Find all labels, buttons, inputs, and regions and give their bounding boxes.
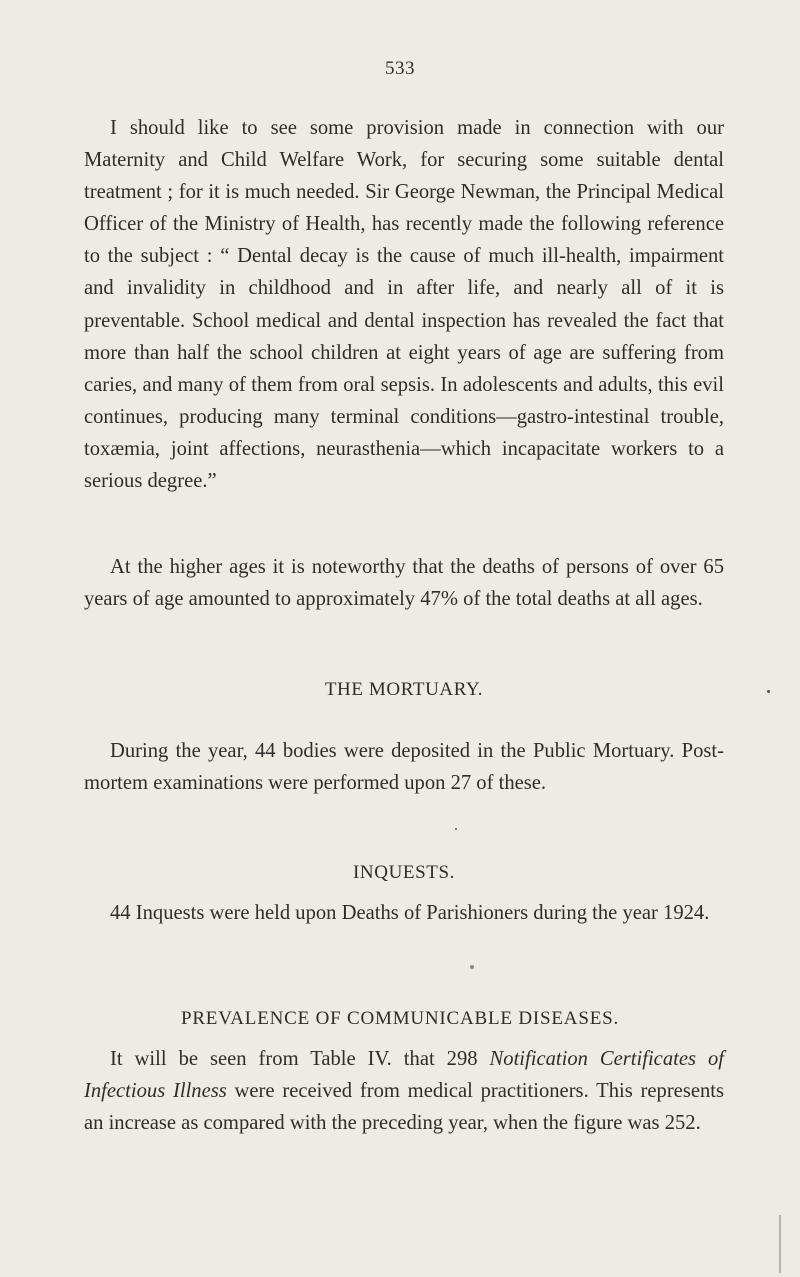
heading-prevalence: PREVALENCE OF COMMUNICABLE DISEASES. <box>180 1008 620 1029</box>
paragraph-deaths-at-higher-ages: At the higher ages it is noteworthy that the deaths of persons of over 65 years of age amounted to approximately 47% of the total deaths at all ages. <box>84 556 724 611</box>
prevalence-italic-title: Notification Certificates of Infectious Illness <box>84 1048 724 1103</box>
print-speck <box>470 965 474 969</box>
paragraph-mortuary: During the year, 44 bodies were deposited in the Public Mortuary. Post-mortem examinations were performed upon 27 of these. <box>84 740 724 795</box>
page-number: 533 <box>385 58 415 79</box>
paragraph-inquests: 44 Inquests were held upon Deaths of Parishioners during the year 1924. <box>110 902 710 924</box>
paragraph-prevalence <box>84 1043 724 1139</box>
prevalence-text-start: It will be seen from Table IV. that 298 <box>110 1048 490 1070</box>
print-speck <box>455 828 457 830</box>
heading-mortuary: THE MORTUARY. <box>324 679 484 700</box>
print-speck <box>767 690 770 693</box>
prevalence-text-end: were received from medical practitioners. This represents an increase as compared with the preceding year, when the figure was 252. <box>84 1080 725 1135</box>
heading-inquests: INQUESTS. <box>353 862 455 883</box>
paragraph-dental-treatment: I should like to see some provision made in connection with our Maternity and Child Welfare Work, for securing some suitable dental treatment ; for it is much needed. Sir George Newman, the Principal Medical Officer of the Ministry of Health, has recently made the following reference to the subject : “ Dental decay is the cause of much ill-health, impairment and invalidity in childhood and in after life, and nearly all of it is preventable. School medical and dental inspection has revealed the fact that more than half the school children at eight years of age are suffering from caries, and many of them from oral sepsis. In adolescents and adults, this evil continues, producing many terminal conditions—gastro-intestinal trouble, toxæmia, joint affections, neurasthenia—which incapacitate workers to a serious degree.” <box>84 117 724 493</box>
page-edge-mark <box>779 1215 781 1273</box>
